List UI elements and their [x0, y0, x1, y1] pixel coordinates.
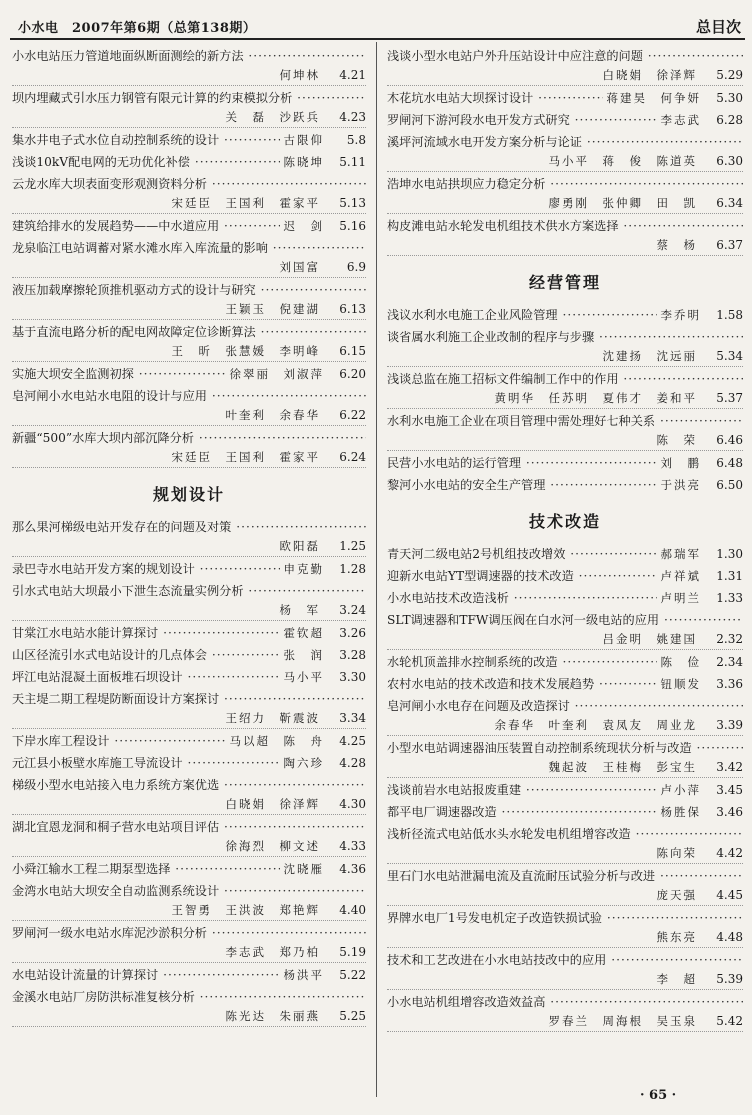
toc-entry-line — [387, 780, 743, 800]
toc-entry-authors: 王智勇 王洪波 郑艳辉 — [171, 903, 320, 917]
toc-entry-authors: 沈晓雁 — [283, 862, 324, 876]
toc-entry-authors: 王绍力 靳震波 — [225, 711, 320, 725]
toc-entry-authors: 陈晓坤 — [283, 155, 324, 169]
journal-issue: 小水电 2007年第6期（总第138期） — [18, 21, 257, 36]
toc-entry-title: 湖北宜恩龙洞和桐子营水电站项目评估 ····· — [12, 817, 366, 837]
toc-entry-authors: 卢明兰 — [660, 591, 701, 605]
toc-entry-line — [387, 88, 743, 108]
toc-entry-byline — [387, 194, 743, 214]
toc-entry-authors: 庞天强 — [656, 888, 697, 902]
toc-entry-title: 浅谈前岩水电站报废重建 ····· — [387, 780, 657, 800]
toc-entry — [387, 866, 743, 906]
toc-entry-title: 谈省属水利施工企业改制的程序与步骤 ····· — [387, 327, 743, 347]
toc-entry-page: 3.45 — [716, 783, 743, 797]
toc-entry-authors: 李志武 — [660, 113, 701, 127]
toc-entry-byline — [387, 758, 743, 778]
toc-entry-authors: 钮顺发 — [660, 677, 701, 691]
toc-entry-title: 里石门水电站泄漏电流及直流耐压试验分析与改进 ····· — [387, 866, 743, 886]
toc-entry-byline — [387, 431, 743, 451]
toc-entry-authors: 郝瑞军 — [660, 547, 701, 561]
toc-entry-title: 罗闸河下游河段水电开发方式研究 ····· — [387, 110, 657, 130]
toc-entry-title: 基于直流电路分析的配电网故障定位诊断算法 ····· — [12, 322, 366, 342]
toc-entry-line — [12, 667, 366, 687]
toc-entry-page: 1.25 — [339, 539, 366, 553]
toc-entry-line — [387, 652, 743, 672]
toc-entry — [12, 581, 366, 621]
toc-entry-title: 实施大坝安全监测初探 ····· — [12, 364, 226, 384]
toc-entry-page: 2.32 — [716, 632, 743, 646]
toc-entry-authors: 杨洪平 — [283, 968, 324, 982]
toc-entry-page: 5.11 — [339, 155, 366, 169]
toc-entry-byline — [12, 901, 366, 921]
toc-entry-line — [387, 110, 743, 130]
toc-entry — [12, 753, 366, 773]
toc-entry-byline — [387, 152, 743, 172]
toc-entry — [387, 369, 743, 409]
toc-entry-page: 5.30 — [716, 91, 743, 105]
toc-entry-authors: 叶奎利 余春华 — [225, 408, 320, 422]
toc-entry-byline — [12, 342, 366, 362]
toc-entry-page: 5.19 — [339, 945, 366, 959]
toc-entry — [387, 544, 743, 564]
toc-entry-page: 3.34 — [339, 711, 366, 725]
toc-entry-page: 6.9 — [346, 260, 366, 274]
toc-entry-page: 3.42 — [716, 760, 743, 774]
toc-entry-page: 6.34 — [716, 196, 743, 210]
toc-entry-authors: 白晓娟 徐泽辉 — [602, 68, 697, 82]
toc-entry — [12, 775, 366, 815]
toc-entry — [12, 881, 366, 921]
toc-entry-title: 青天河二级电站2号机组技改增效 ····· — [387, 544, 657, 564]
toc-entry-page: 5.37 — [716, 391, 743, 405]
toc-entry — [12, 987, 366, 1027]
toc-entry-title: 下岸水库工程设计 ····· — [12, 731, 226, 751]
toc-entry-title: 元江县小板壁水库施工导流设计 ····· — [12, 753, 280, 773]
toc-entry-title: 山区径流引水式电站设计的几点体会 ····· — [12, 645, 280, 665]
toc-entry-byline — [387, 66, 743, 86]
toc-entry-byline — [12, 194, 366, 214]
toc-entry-authors: 吕金明 姚建国 — [602, 632, 697, 646]
entry-list-management — [387, 305, 743, 495]
toc-entry — [12, 559, 366, 579]
toc-entry-title: 小型水电站调速器油压装置自动控制系统现状分析与改造 ····· — [387, 738, 743, 758]
toc-entry-authors: 魏起波 王桂梅 彭宝生 — [548, 760, 697, 774]
toc-entry-title: 龙泉临江电站调蓄对紧水滩水库入库流量的影响 ····· — [12, 238, 366, 258]
toc-entry — [387, 453, 743, 473]
toc-entry-line — [12, 559, 366, 579]
toc-entry-authors: 申克勤 — [283, 562, 324, 576]
toc-entry-page: 4.23 — [339, 110, 366, 124]
toc-entry-page: 1.58 — [716, 308, 743, 322]
toc-entry-byline — [12, 537, 366, 557]
left-column — [12, 46, 366, 1029]
toc-entry-page: 4.33 — [339, 839, 366, 853]
toc-entry-page: 4.28 — [339, 756, 366, 770]
toc-entry-authors: 陶六珍 — [283, 756, 324, 770]
toc-entry-authors: 廖勇刚 张仲卿 田 凯 — [548, 196, 697, 210]
toc-entry-title: 集水井电子式水位自动控制系统的设计 ····· — [12, 130, 280, 150]
toc-entry-title: 坪江电站混凝土面板堆石坝设计 ····· — [12, 667, 280, 687]
toc-entry-authors: 欧阳磊 — [279, 539, 320, 553]
toc-entry-authors: 李 超 — [656, 972, 697, 986]
toc-entry-byline — [12, 108, 366, 128]
toc-entry-line — [12, 645, 366, 665]
toc-entry-byline — [387, 1012, 743, 1032]
toc-entry-page: 4.48 — [716, 930, 743, 944]
toc-entry-byline — [12, 837, 366, 857]
toc-entry-page: 5.16 — [339, 219, 366, 233]
toc-entry-title: 小水电站机组增容改造效益高 ····· — [387, 992, 743, 1012]
toc-entry — [12, 152, 366, 172]
toc-entry — [12, 667, 366, 687]
toc-entry — [387, 802, 743, 822]
toc-entry-title: 小舜江输水工程二期泵型选择 ····· — [12, 859, 280, 879]
toc-entry-page: 4.30 — [339, 797, 366, 811]
toc-entry-title: 建筑给排水的发展趋势——中水道应用 ····· — [12, 216, 280, 236]
toc-entry-byline — [12, 795, 366, 815]
toc-entry-line — [387, 305, 743, 325]
toc-entry-title: 浅析径流式电站低水头水轮发电机组增容改造 ····· — [387, 824, 743, 844]
toc-entry — [12, 174, 366, 214]
toc-entry — [387, 950, 743, 990]
toc-entry-title: 小水电站压力管道地面纵断面测绘的新方法 ····· — [12, 46, 366, 66]
toc-entry — [387, 588, 743, 608]
toc-entry-byline — [387, 970, 743, 990]
toc-entry-page: 2.34 — [716, 655, 743, 669]
toc-entry-byline — [387, 630, 743, 650]
toc-entry-byline — [12, 448, 366, 468]
toc-entry — [12, 428, 366, 468]
toc-entry-page: 6.37 — [716, 238, 743, 252]
toc-entry-authors: 于洪亮 — [660, 478, 701, 492]
toc-entry-authors: 余春华 叶奎利 袁凤友 周业龙 — [494, 718, 697, 732]
toc-entry-title: 构皮滩电站水轮发电机组技术供水方案选择 ····· — [387, 216, 743, 236]
toc-entry — [387, 305, 743, 325]
toc-entry — [12, 859, 366, 879]
toc-entry-title: 那么果河梯级电站开发存在的问题及对策 ····· — [12, 517, 366, 537]
toc-entry-title: 迎新水电站YT型调速器的技术改造 ····· — [387, 566, 657, 586]
toc-entry-byline — [12, 406, 366, 426]
toc-entry-authors: 卢祥斌 — [660, 569, 701, 583]
toc-entry-byline — [12, 601, 366, 621]
toc-entry-page: 3.39 — [716, 718, 743, 732]
toc-entry — [12, 364, 366, 384]
toc-entry — [387, 475, 743, 495]
toc-entry-authors: 李志武 郑乃柏 — [225, 945, 320, 959]
toc-entry-authors: 李乔明 — [660, 308, 701, 322]
toc-entry-authors: 杨 军 — [279, 603, 320, 617]
toc-entry-title: 金湾水电站大坝安全自动监测系统设计 ····· — [12, 881, 366, 901]
toc-entry — [12, 280, 366, 320]
toc-entry-byline — [387, 886, 743, 906]
toc-entry — [387, 738, 743, 778]
toc-entry — [387, 780, 743, 800]
toc-entry — [387, 174, 743, 214]
toc-entry-title: 皂河闸小水电存在问题及改造探讨 ····· — [387, 696, 743, 716]
toc-entry-title: 民营小水电站的运行管理 ····· — [387, 453, 657, 473]
toc-entry-byline — [387, 236, 743, 256]
toc-entry-page: 6.48 — [716, 456, 743, 470]
toc-entry-line — [12, 152, 366, 172]
toc-entry — [12, 817, 366, 857]
toc-entry-authors: 张 润 — [283, 648, 324, 662]
toc-entry-line — [387, 588, 743, 608]
toc-entry-authors: 迟 剑 — [283, 219, 324, 233]
toc-entry-page: 6.20 — [339, 367, 366, 381]
toc-entry-authors: 徐翠丽 刘淑萍 — [229, 367, 324, 381]
toc-entry-authors: 陈 荣 — [656, 433, 697, 447]
toc-entry-authors: 卢小萍 — [660, 783, 701, 797]
toc-entry — [12, 623, 366, 643]
toc-entry-authors: 宋廷臣 王国利 霍家平 — [171, 450, 320, 464]
toc-entry-line — [387, 453, 743, 473]
toc-entry-line — [12, 965, 366, 985]
toc-entry-page: 6.15 — [339, 344, 366, 358]
toc-entry-page: 1.28 — [339, 562, 366, 576]
toc-entry-page: 5.8 — [346, 133, 366, 147]
toc-entry — [12, 322, 366, 362]
toc-entry-authors: 关 磊 沙跃兵 — [225, 110, 320, 124]
toc-entry-page: 4.25 — [339, 734, 366, 748]
toc-entry-page: 6.30 — [716, 154, 743, 168]
toc-entry — [387, 908, 743, 948]
toc-entry-authors: 徐海烈 柳文述 — [225, 839, 320, 853]
toc-entry-page: 1.33 — [716, 591, 743, 605]
toc-entry-page: 4.21 — [339, 68, 366, 82]
toc-entry — [387, 992, 743, 1032]
toc-entry-page: 6.13 — [339, 302, 366, 316]
toc-entry-byline — [387, 928, 743, 948]
toc-entry-authors: 刘国富 — [279, 260, 320, 274]
toc-entry-page: 4.42 — [716, 846, 743, 860]
toc-entry — [387, 674, 743, 694]
toc-entry-authors: 马小平 — [283, 670, 324, 684]
toc-entry-title: 都平电厂调速器改造 ····· — [387, 802, 657, 822]
toc-entry — [387, 652, 743, 672]
toc-entry-title: 液压加载摩擦轮顶推机驱动方式的设计与研究 ····· — [12, 280, 366, 300]
toc-entry-page: 3.24 — [339, 603, 366, 617]
toc-entry — [12, 923, 366, 963]
page-number: · 65 · — [640, 1088, 677, 1103]
toc-entry-page: 5.34 — [716, 349, 743, 363]
toc-entry-line — [12, 130, 366, 150]
entry-list-planning — [12, 517, 366, 1027]
toc-entry-page: 6.24 — [339, 450, 366, 464]
toc-entry-title: 浅谈小型水电站户外升压站设计中应注意的问题 ····· — [387, 46, 743, 66]
toc-entry-byline — [387, 716, 743, 736]
toc-entry-title: 农村水电站的技术改造和技术发展趋势 ····· — [387, 674, 657, 694]
toc-entry-page: 3.28 — [339, 648, 366, 662]
toc-entry-title: 罗闸河一级水电站水库泥沙淤积分析 ····· — [12, 923, 366, 943]
toc-entry-page: 1.31 — [716, 569, 743, 583]
toc-entry-authors: 陈光达 朱丽燕 — [225, 1009, 320, 1023]
entry-list-tech — [387, 544, 743, 1032]
toc-entry — [387, 327, 743, 367]
section-title-planning: 规划设计 — [152, 485, 225, 504]
toc-entry-page: 5.42 — [716, 1014, 743, 1028]
toc-entry-page: 5.13 — [339, 196, 366, 210]
toc-entry — [12, 689, 366, 729]
toc-entry-line — [12, 216, 366, 236]
toc-entry-authors: 霍钦超 — [283, 626, 324, 640]
toc-entry — [387, 411, 743, 451]
toc-entry-title: 小水电站技术改造浅析 ····· — [387, 588, 657, 608]
toc-entry-byline — [12, 258, 366, 278]
toc-entry-title: 新疆“500”水库大坝内部沉降分析 ····· — [12, 428, 366, 448]
toc-entry-page: 3.26 — [339, 626, 366, 640]
toc-entry — [387, 88, 743, 108]
entry-list-left-top — [12, 46, 366, 468]
toc-entry — [12, 731, 366, 751]
toc-entry-byline — [12, 66, 366, 86]
toc-entry-authors: 王颖玉 倪建湖 — [225, 302, 320, 316]
toc-entry-page: 5.29 — [716, 68, 743, 82]
toc-entry — [387, 216, 743, 256]
toc-entry-title: 水利水电施工企业在项目管理中需处理好七种关系 ····· — [387, 411, 743, 431]
toc-entry-page: 3.30 — [339, 670, 366, 684]
toc-entry — [12, 517, 366, 557]
toc-entry — [12, 216, 366, 236]
toc-entry-title: 溪坪河流域水电开发方案分析与论证 ····· — [387, 132, 743, 152]
toc-entry-title: 界牌水电厂1号发电机定子改造铁损试验 ····· — [387, 908, 743, 928]
section-title-management: 经营管理 — [528, 273, 601, 292]
toc-entry-title: 天主堤二期工程堤防断面设计方案探讨 ····· — [12, 689, 366, 709]
toc-entry — [12, 46, 366, 86]
toc-entry-authors: 陈 俭 — [660, 655, 701, 669]
toc-entry — [387, 610, 743, 650]
toc-entry-byline — [12, 300, 366, 320]
toc-entry-authors: 沈建扬 沈远丽 — [602, 349, 697, 363]
toc-entry-authors: 古限仰 — [283, 133, 324, 147]
toc-entry-authors: 刘 鹏 — [660, 456, 701, 470]
toc-entry-authors: 蔡 杨 — [656, 238, 697, 252]
toc-entry-page: 1.30 — [716, 547, 743, 561]
toc-entry-authors: 杨胜保 — [660, 805, 701, 819]
toc-entry-authors: 黄明华 任苏明 夏伟才 姜和平 — [494, 391, 697, 405]
toc-entry-title: 水电站设计流量的计算探讨 ····· — [12, 965, 280, 985]
toc-entry-title: 浅谈总监在施工招标文件编制工作中的作用 ····· — [387, 369, 743, 389]
toc-entry-byline — [12, 1007, 366, 1027]
toc-entry-title: 录巴寺水电站开发方案的规划设计 ····· — [12, 559, 280, 579]
toc-entry-page: 4.36 — [339, 862, 366, 876]
toc-entry-title: 坝内埋藏式引水压力钢管有限元计算的约束模拟分析 ····· — [12, 88, 366, 108]
toc-entry-authors: 陈向荣 — [656, 846, 697, 860]
toc-entry-page: 6.22 — [339, 408, 366, 422]
toc-entry-authors: 宋廷臣 王国利 霍家平 — [171, 196, 320, 210]
toc-entry-title: 水轮机顶盖排水控制系统的改造 ····· — [387, 652, 657, 672]
toc-entry-line — [387, 475, 743, 495]
toc-entry-line — [12, 731, 366, 751]
toc-entry — [12, 386, 366, 426]
toc-entry-line — [387, 566, 743, 586]
column-divider — [376, 42, 377, 1097]
toc-entry — [12, 88, 366, 128]
toc-entry-authors: 马小平 蒋 俊 陈道英 — [548, 154, 697, 168]
toc-entry-page: 4.45 — [716, 888, 743, 902]
toc-entry-title: SLT调速器和TFW调压阀在白水河一级电站的应用 ····· — [387, 610, 743, 630]
toc-entry-page: 5.22 — [339, 968, 366, 982]
toc-entry — [387, 46, 743, 86]
toc-entry-title: 皂河闸小水电站水电阻的设计与应用 ····· — [12, 386, 366, 406]
section-title-tech: 技术改造 — [528, 512, 601, 531]
toc-entry-title: 浅谈10kV配电网的无功优化补偿 ····· — [12, 152, 280, 172]
toc-entry-byline — [387, 389, 743, 409]
toc-entry-authors: 何坤林 — [279, 68, 320, 82]
toc-entry-line — [387, 544, 743, 564]
toc-entry — [12, 965, 366, 985]
toc-entry-page: 6.28 — [716, 113, 743, 127]
toc-entry-authors: 熊东亮 — [656, 930, 697, 944]
toc-entry — [387, 566, 743, 586]
toc-entry-authors: 马以超 陈 舟 — [229, 734, 324, 748]
toc-entry-title: 金溪水电站厂房防洪标准复核分析 ····· — [12, 987, 366, 1007]
toc-entry-page: 6.50 — [716, 478, 743, 492]
toc-entry-byline — [12, 943, 366, 963]
toc-entry — [12, 130, 366, 150]
toc-entry — [12, 645, 366, 665]
toc-entry-title: 梯级小型水电站接入电力系统方案优选 ····· — [12, 775, 366, 795]
toc-entry-authors: 王 昕 张慧媛 李明峰 — [171, 344, 320, 358]
toc-entry — [387, 824, 743, 864]
toc-entry-page: 5.25 — [339, 1009, 366, 1023]
toc-entry-page: 4.40 — [339, 903, 366, 917]
toc-entry-page: 3.46 — [716, 805, 743, 819]
entry-list-right-top — [387, 46, 743, 256]
toc-entry-page: 6.46 — [716, 433, 743, 447]
toc-entry-line — [12, 859, 366, 879]
toc-entry-page: 3.36 — [716, 677, 743, 691]
toc-entry-authors: 蒋建昊 何争妍 — [606, 91, 701, 105]
toc-entry-title: 引水式电站大坝最小下泄生态流量实例分析 ····· — [12, 581, 366, 601]
right-column — [387, 46, 743, 1034]
toc-entry-authors: 白晓娟 徐泽辉 — [225, 797, 320, 811]
toc-entry-line — [12, 753, 366, 773]
toc-entry-title: 浩坤水电站拱坝应力稳定分析 ····· — [387, 174, 743, 194]
toc-entry-authors: 罗春兰 周海根 吴玉泉 — [548, 1014, 697, 1028]
toc-entry-byline — [387, 347, 743, 367]
page-header — [10, 8, 745, 40]
toc-entry — [387, 132, 743, 172]
toc-entry-byline — [387, 844, 743, 864]
toc-entry-line — [12, 623, 366, 643]
toc-entry-line — [12, 364, 366, 384]
toc-entry — [12, 238, 366, 278]
toc-entry-title: 浅议水利水电施工企业风险管理 ····· — [387, 305, 657, 325]
section-label: 总目次 — [695, 18, 741, 36]
toc-entry — [387, 696, 743, 736]
toc-entry — [387, 110, 743, 130]
toc-entry-line — [387, 802, 743, 822]
toc-entry-title: 技术和工艺改进在小水电站技改中的应用 ····· — [387, 950, 743, 970]
toc-entry-title: 黎河小水电站的安全生产管理 ····· — [387, 475, 657, 495]
toc-entry-title: 甘棠江水电站水能计算探讨 ····· — [12, 623, 280, 643]
toc-entry-line — [387, 674, 743, 694]
toc-entry-byline — [12, 709, 366, 729]
toc-entry-title: 木花坑水电站大坝探讨设计 ····· — [387, 88, 603, 108]
toc-entry-page: 5.39 — [716, 972, 743, 986]
toc-entry-title: 云龙水库大坝表面变形观测资料分析 ····· — [12, 174, 366, 194]
